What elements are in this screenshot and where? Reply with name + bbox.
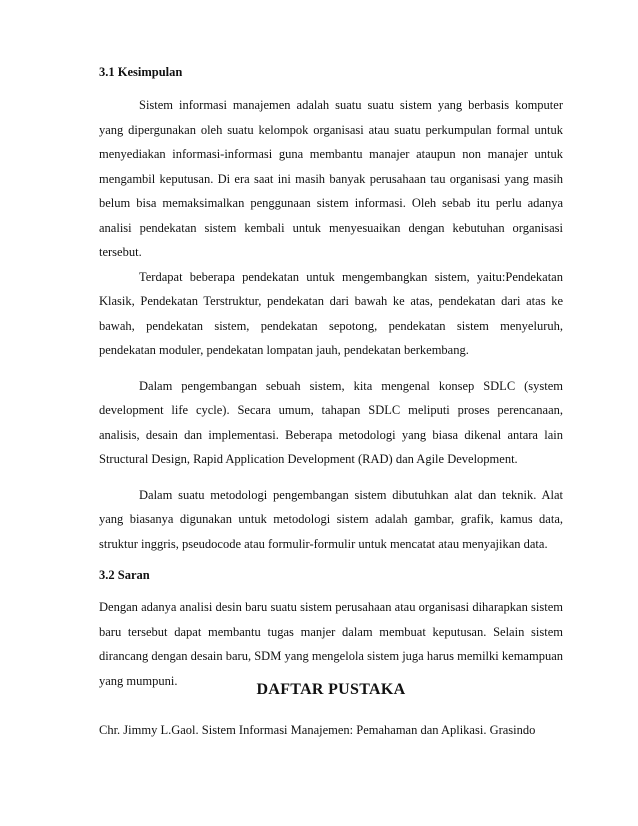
paragraph-kesimpulan-4: Dalam suatu metodologi pengembangan sistem dibutuhkan alat dan teknik. Alat yang biasanya digunakan untuk metodologi sistem adalah gambar, grafik, kamus data, struktur inggris, pseudocode atau formulir-formulir untuk mencatat atau menyajikan data. xyxy=(99,487,563,551)
bibliography-title: DAFTAR PUSTAKA xyxy=(256,681,406,698)
section-heading-saran: 3.2 Saran xyxy=(99,568,150,582)
paragraph-kesimpulan-1: Sistem informasi manajemen adalah suatu suatu sistem yang berbasis komputer yang dipergunakan oleh suatu kelompok organisasi atau suatu perkumpulan formal untuk menyediakan informasi-informasi guna membantu manajer ataupun non manajer untuk mengambil keputusan. Di era saat ini masih banyak perusahaan tau organisasi yang masih belum bisa memaksimalkan penggunaan sistem informasi. Oleh sebab itu perlu adanya analisi pendekatan sistem kembali untuk menyesuaikan dengan kebutuhan organisasi tersebut. xyxy=(99,98,563,259)
section-heading-kesimpulan: 3.1 Kesimpulan xyxy=(99,65,183,79)
bibliography-entry: Chr. Jimmy L.Gaol. Sistem Informasi Manajemen: Pemahaman dan Aplikasi. Grasindo xyxy=(99,723,536,737)
paragraph-saran: Dengan adanya analisi desin baru suatu sistem perusahaan atau organisasi diharapkan sistem baru tersebut dapat membantu tugas manjer dalam membuat keputusan. Selain sistem dirancang dengan desain baru, SDM yang mengelola sistem juga harus memilki kemampuan yang mumpuni. xyxy=(99,600,563,688)
paragraph-kesimpulan-2: Terdapat beberapa pendekatan untuk mengembangkan sistem, yaitu:Pendekatan Klasik, Pendekatan Terstruktur, pendekatan dari bawah ke atas, pendekatan dari atas ke bawah, pendekatan sistem, pendekatan sepotong, pendekatan sistem menyeluruh, pendekatan moduler, pendekatan lompatan jauh, pendekatan berkembang. xyxy=(99,269,563,357)
paragraph-kesimpulan-3: Dalam pengembangan sebuah sistem, kita mengenal konsep SDLC (system development life cycle). Secara umum, tahapan SDLC meliputi proses perencanaan, analisis, desain dan implementasi. Beberapa metodologi yang biasa dikenal antara lain Structural Design, Rapid Application Development (RAD) dan Agile Development. xyxy=(99,378,563,466)
document-body xyxy=(99,64,563,693)
